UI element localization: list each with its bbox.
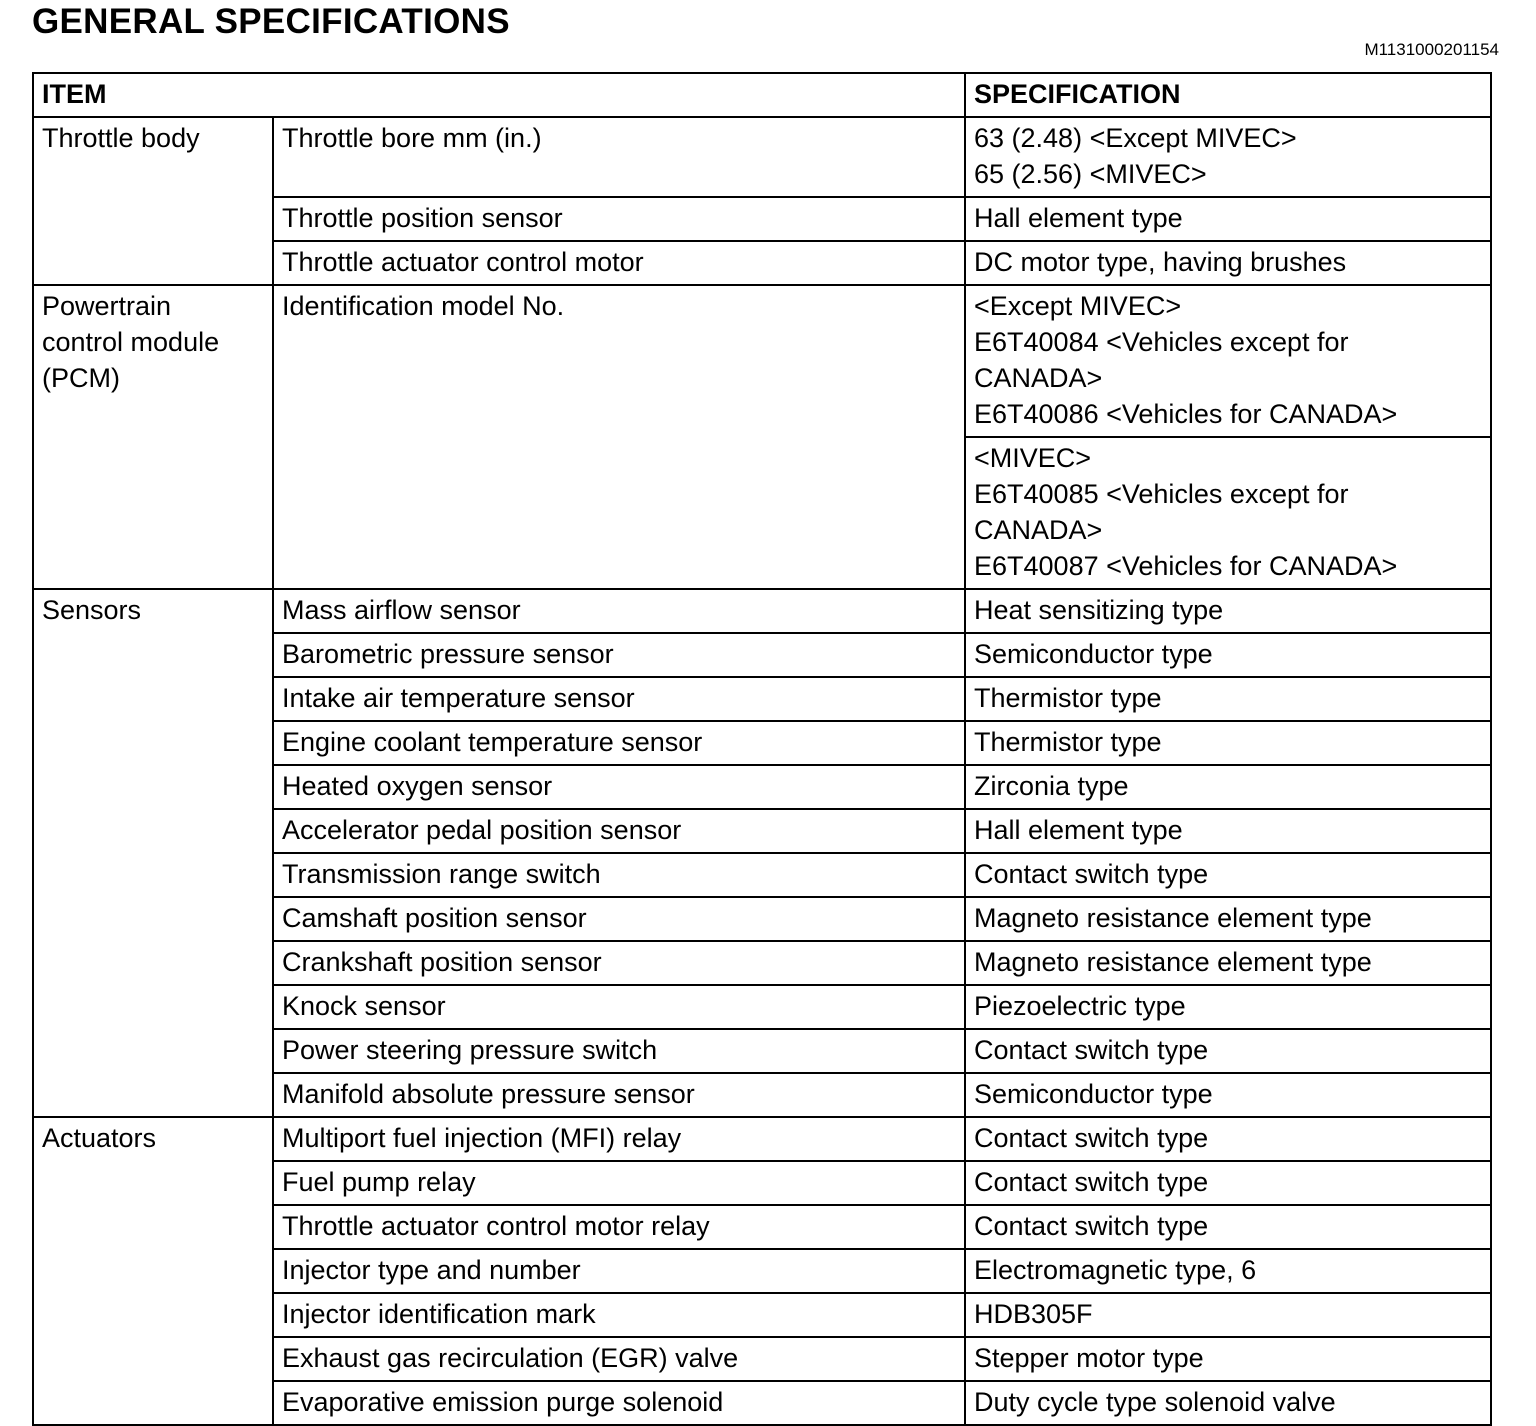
spec-cell [965, 677, 1491, 721]
group-label-cell [33, 117, 273, 285]
spec-cell [965, 197, 1491, 241]
item-text: Heated oxygen sensor [282, 771, 553, 801]
spec-cell [965, 1205, 1491, 1249]
spec-line: E6T40084 <Vehicles except for [974, 327, 1349, 357]
item-cell [273, 285, 965, 589]
item-text: Barometric pressure sensor [282, 639, 614, 669]
spec-line: Hall element type [974, 815, 1183, 845]
group-label-cell [33, 285, 273, 589]
spec-line: <MIVEC> [974, 443, 1092, 473]
spec-line: CANADA> [974, 363, 1103, 393]
table-header-row [33, 73, 1491, 117]
item-cell [273, 1117, 965, 1161]
item-text: Multiport fuel injection (MFI) relay [282, 1123, 682, 1153]
spec-cell [965, 1249, 1491, 1293]
item-text: Evaporative emission purge solenoid [282, 1387, 724, 1417]
item-cell [273, 941, 965, 985]
spec-line: <Except MIVEC> [974, 291, 1182, 321]
spec-line: Electromagnetic type, 6 [974, 1255, 1257, 1285]
spec-cell [965, 809, 1491, 853]
item-text: Fuel pump relay [282, 1167, 476, 1197]
spec-line: DC motor type, having brushes [974, 247, 1347, 277]
item-text: Crankshaft position sensor [282, 947, 602, 977]
item-text: Injector identification mark [282, 1299, 596, 1329]
item-text: Identification model No. [282, 291, 565, 321]
header-specification: SPECIFICATION [965, 73, 1491, 117]
spec-cell [965, 117, 1491, 197]
item-cell [273, 1205, 965, 1249]
spec-line: Contact switch type [974, 859, 1209, 889]
item-cell [273, 1293, 965, 1337]
spec-cell [965, 589, 1491, 633]
spec-line: Piezoelectric type [974, 991, 1186, 1021]
item-cell [273, 241, 965, 285]
page-title: GENERAL SPECIFICATIONS [32, 2, 510, 41]
spec-line: HDB305F [974, 1299, 1093, 1329]
item-text: Throttle actuator control motor relay [282, 1211, 710, 1241]
item-text: Exhaust gas recirculation (EGR) valve [282, 1343, 739, 1373]
spec-cell [965, 437, 1491, 589]
item-cell [273, 853, 965, 897]
table-row [33, 589, 1491, 633]
item-cell [273, 897, 965, 941]
item-cell [273, 1337, 965, 1381]
spec-cell [965, 1381, 1491, 1425]
item-cell [273, 117, 965, 197]
item-cell [273, 1249, 965, 1293]
item-cell [273, 677, 965, 721]
spec-line: 63 (2.48) <Except MIVEC> [974, 123, 1297, 153]
item-text: Accelerator pedal position sensor [282, 815, 682, 845]
item-text: Throttle position sensor [282, 203, 563, 233]
item-text: Injector type and number [282, 1255, 581, 1285]
item-cell [273, 765, 965, 809]
group-label-line: Sensors [42, 595, 142, 625]
spec-cell [965, 721, 1491, 765]
item-text: Throttle bore mm (in.) [282, 123, 542, 153]
table-row [33, 117, 1491, 197]
spec-cell [965, 853, 1491, 897]
spec-cell [965, 1161, 1491, 1205]
item-cell [273, 1161, 965, 1205]
spec-line: Semiconductor type [974, 639, 1213, 669]
group-label-line: (PCM) [42, 363, 120, 393]
spec-line: Hall element type [974, 203, 1183, 233]
spec-cell [965, 1117, 1491, 1161]
item-cell [273, 721, 965, 765]
group-label-line: Powertrain [42, 291, 172, 321]
item-text: Manifold absolute pressure sensor [282, 1079, 695, 1109]
spec-cell [965, 285, 1491, 437]
item-cell [273, 985, 965, 1029]
document-code: M1131000201154 [1364, 40, 1499, 59]
item-cell [273, 1381, 965, 1425]
group-label-line: Throttle body [42, 123, 200, 153]
spec-cell [965, 765, 1491, 809]
spec-table [32, 72, 1492, 1426]
item-cell [273, 633, 965, 677]
item-cell [273, 197, 965, 241]
item-cell [273, 1029, 965, 1073]
spec-cell [965, 1029, 1491, 1073]
item-cell [273, 1073, 965, 1117]
group-label-line: Actuators [42, 1123, 157, 1153]
spec-line: Magneto resistance element type [974, 947, 1372, 977]
spec-line: Thermistor type [974, 727, 1162, 757]
spec-cell [965, 1337, 1491, 1381]
item-text: Throttle actuator control motor [282, 247, 644, 277]
spec-line: Contact switch type [974, 1211, 1209, 1241]
spec-cell [965, 1293, 1491, 1337]
item-text: Intake air temperature sensor [282, 683, 635, 713]
item-text: Transmission range switch [282, 859, 601, 889]
header-item: ITEM [33, 73, 965, 117]
spec-line: Heat sensitizing type [974, 595, 1224, 625]
spec-line: CANADA> [974, 515, 1103, 545]
item-text: Power steering pressure switch [282, 1035, 658, 1065]
spec-line: Duty cycle type solenoid valve [974, 1387, 1336, 1417]
spec-line: 65 (2.56) <MIVEC> [974, 159, 1207, 189]
spec-line: Zirconia type [974, 771, 1129, 801]
spec-line: Stepper motor type [974, 1343, 1204, 1373]
spec-cell [965, 897, 1491, 941]
spec-line: Semiconductor type [974, 1079, 1213, 1109]
spec-line: Magneto resistance element type [974, 903, 1372, 933]
group-label-line: control module [42, 327, 220, 357]
table-row [33, 1117, 1491, 1161]
group-label-cell [33, 1117, 273, 1425]
item-text: Engine coolant temperature sensor [282, 727, 703, 757]
spec-cell [965, 985, 1491, 1029]
spec-line: E6T40087 <Vehicles for CANADA> [974, 551, 1398, 581]
item-cell [273, 809, 965, 853]
spec-line: Contact switch type [974, 1123, 1209, 1153]
spec-cell [965, 241, 1491, 285]
spec-cell [965, 941, 1491, 985]
spec-line: E6T40085 <Vehicles except for [974, 479, 1349, 509]
group-label-cell [33, 589, 273, 1117]
spec-line: E6T40086 <Vehicles for CANADA> [974, 399, 1398, 429]
spec-line: Thermistor type [974, 683, 1162, 713]
table-row [33, 285, 1491, 437]
spec-cell [965, 1073, 1491, 1117]
item-text: Camshaft position sensor [282, 903, 587, 933]
spec-line: Contact switch type [974, 1035, 1209, 1065]
item-text: Knock sensor [282, 991, 446, 1021]
spec-line: Contact switch type [974, 1167, 1209, 1197]
item-cell [273, 589, 965, 633]
item-text: Mass airflow sensor [282, 595, 521, 625]
spec-cell [965, 633, 1491, 677]
